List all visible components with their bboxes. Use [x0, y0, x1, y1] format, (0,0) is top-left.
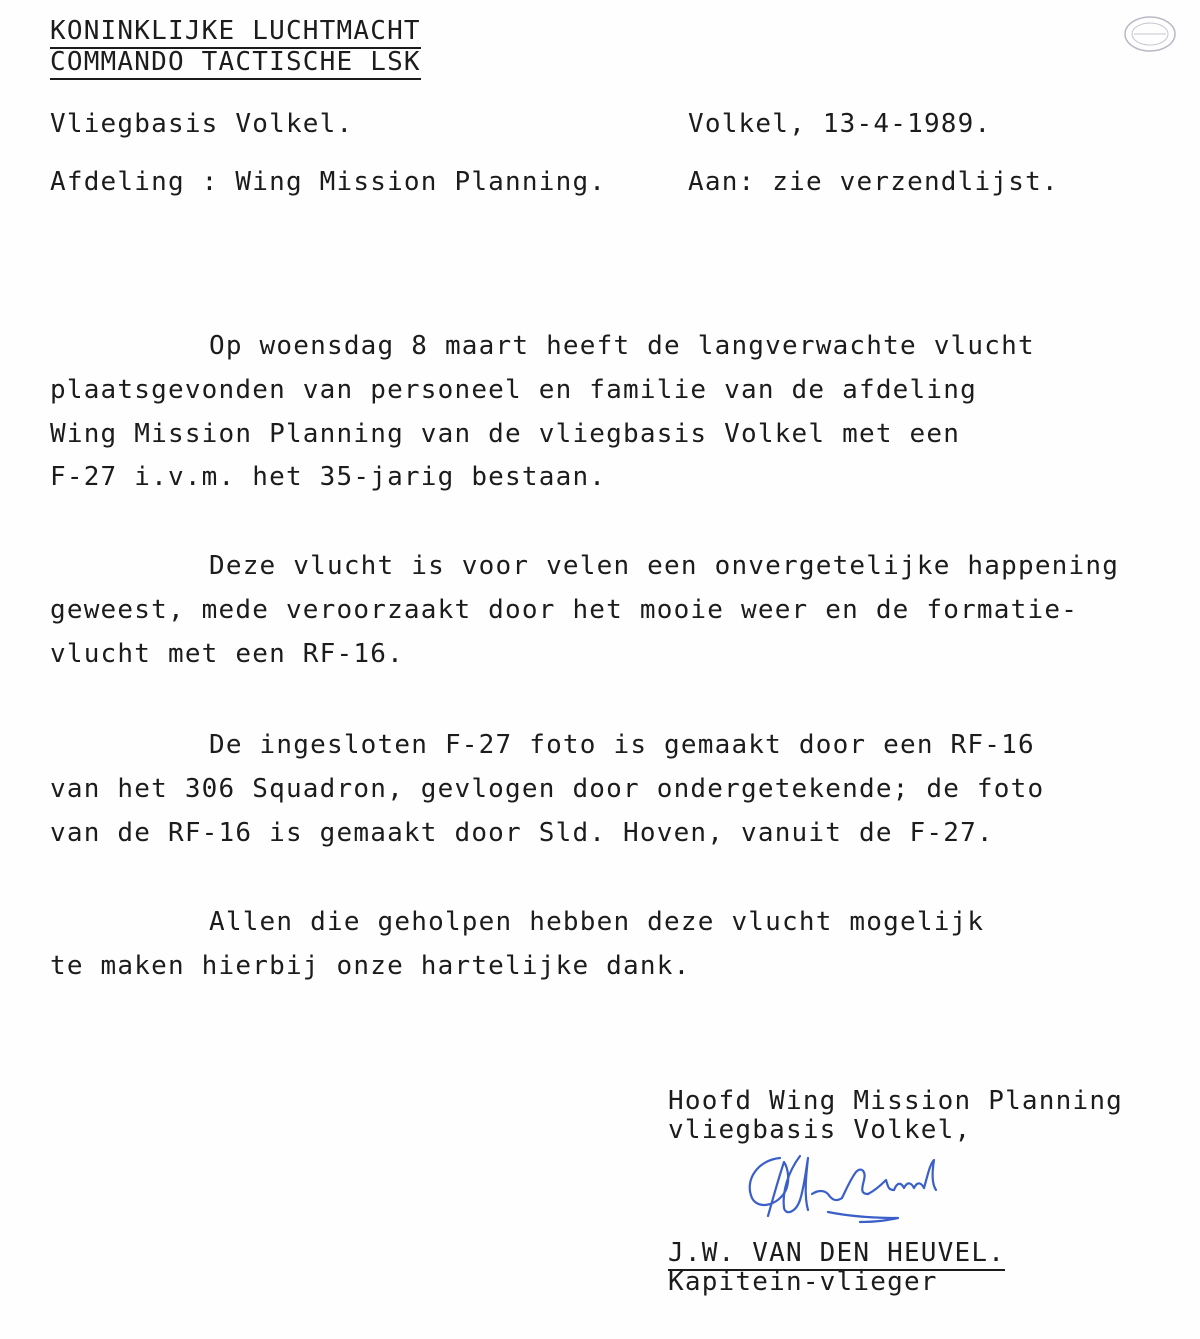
place-date: Volkel, 13-4-1989.: [688, 109, 992, 139]
base-name: Vliegbasis Volkel.: [50, 109, 354, 139]
recipient: Aan: zie verzendlijst.: [688, 167, 1059, 197]
signatory-name: J.W. VAN DEN HEUVEL.: [668, 1238, 1005, 1271]
handwritten-signature: [738, 1150, 968, 1228]
paragraph-line: geweest, mede veroorzaakt door het mooie weer en de formatie-: [50, 595, 1079, 625]
paragraph-line: Wing Mission Planning van de vliegbasis Volkel met een: [50, 419, 961, 449]
letterhead-organization: KONINKLIJKE LUCHTMACHT: [50, 16, 421, 49]
paragraph-line: Allen die geholpen hebben deze vlucht mogelijk: [209, 907, 985, 937]
paragraph-line: Op woensdag 8 maart heeft de langverwachte vlucht: [209, 331, 1035, 361]
paragraph-line: De ingesloten F-27 foto is gemaakt door een RF-16: [209, 730, 1035, 760]
archive-stamp-icon: [1122, 14, 1178, 54]
signatory-title: Hoofd Wing Mission Planning: [668, 1086, 1124, 1116]
signatory-rank: Kapitein-vlieger: [668, 1267, 938, 1297]
letterhead-command: COMMANDO TACTISCHE LSK: [50, 47, 421, 80]
paragraph-line: van de RF-16 is gemaakt door Sld. Hoven, vanuit de F-27.: [50, 818, 994, 848]
paragraph-line: vlucht met een RF-16.: [50, 639, 404, 669]
paragraph-line: te maken hierbij onze hartelijke dank.: [50, 951, 691, 981]
paragraph-line: plaatsgevonden van personeel en familie van de afdeling: [50, 375, 977, 405]
signatory-base: vliegbasis Volkel,: [668, 1115, 972, 1145]
paragraph-line: Deze vlucht is voor velen een onvergetelijke happening: [209, 551, 1120, 581]
paragraph-line: F-27 i.v.m. het 35-jarig bestaan.: [50, 462, 607, 492]
paragraph-line: van het 306 Squadron, gevlogen door ondergetekende; de foto: [50, 774, 1045, 804]
department: Afdeling : Wing Mission Planning.: [50, 167, 607, 197]
